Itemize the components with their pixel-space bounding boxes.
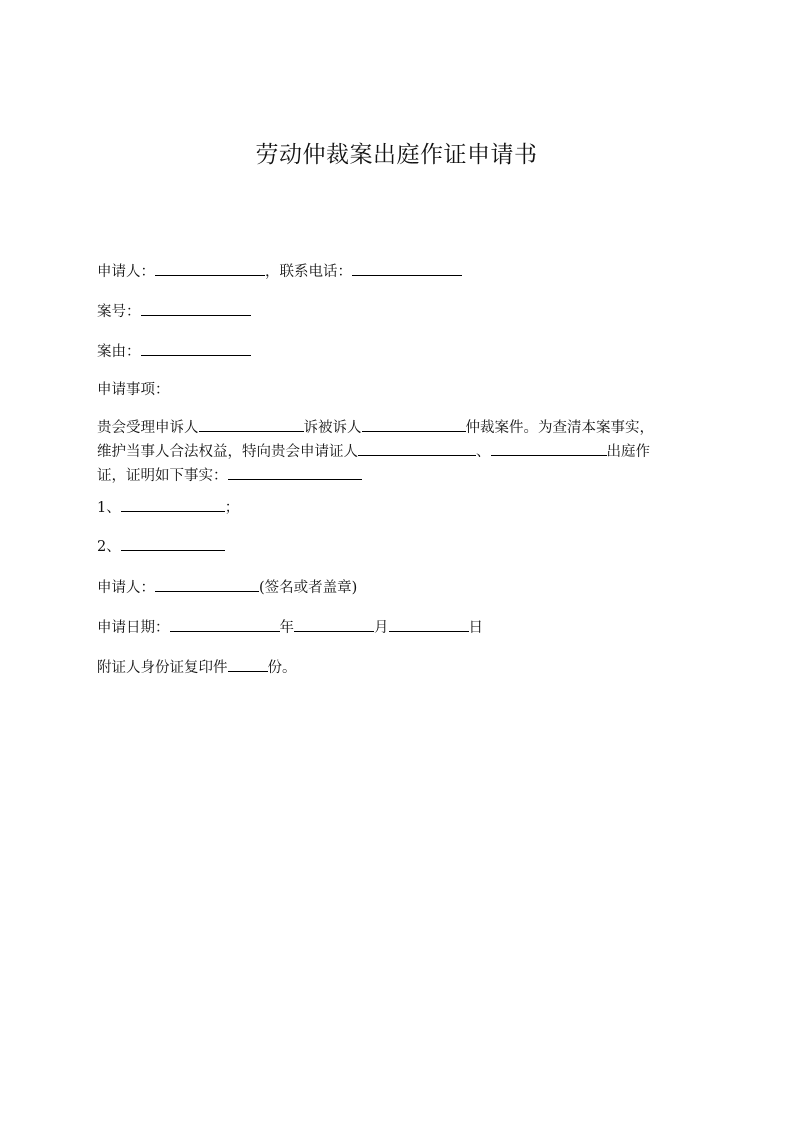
signature-label: 申请人： — [97, 580, 155, 596]
paragraph-line-1 — [97, 416, 697, 440]
document-title: 劳动仲裁案出庭作证申请书 — [255, 142, 538, 168]
case-number-blank[interactable] — [141, 300, 251, 316]
respondent-blank[interactable] — [362, 416, 466, 432]
fact-item-1 — [97, 496, 239, 519]
attachment-row — [97, 656, 297, 679]
case-cause-blank[interactable] — [141, 340, 251, 356]
fact-item-2 — [97, 535, 225, 558]
fact-1-blank[interactable] — [121, 496, 225, 512]
attachment-prefix: 附证人身份证复印件 — [97, 660, 228, 676]
paragraph-text-2b: 、 — [476, 444, 491, 460]
matters-label: 申请事项： — [97, 382, 170, 398]
date-row — [97, 616, 483, 639]
date-label: 申请日期： — [97, 620, 170, 636]
witness-2-blank[interactable] — [491, 440, 607, 456]
paragraph-text-1a: 贵会受理申诉人 — [97, 420, 199, 436]
month-label: 月 — [374, 620, 389, 636]
request-paragraph — [97, 416, 697, 488]
paragraph-text-2c: 出庭作 — [606, 444, 650, 460]
month-blank[interactable] — [294, 616, 374, 632]
paragraph-line-3 — [97, 464, 697, 488]
applicant-label: 申请人： — [97, 264, 155, 280]
matters-row — [97, 379, 170, 401]
paragraph-text-3a: 证，证明如下事实： — [97, 468, 228, 484]
paragraph-text-1b: 诉被诉人 — [303, 420, 362, 436]
phone-label: ，联系电话： — [265, 264, 352, 280]
paragraph-line-2 — [97, 440, 697, 464]
paragraph-text-1c: 仲裁案件。为查清本案事实， — [465, 420, 654, 436]
phone-blank[interactable] — [352, 260, 462, 276]
case-number-label: 案号： — [97, 304, 141, 320]
fact-number: 1、 — [97, 500, 121, 516]
witness-1-blank[interactable] — [358, 440, 476, 456]
fact-suffix: ； — [224, 500, 240, 516]
applicant-row — [97, 260, 462, 283]
applicant-blank[interactable] — [155, 260, 265, 276]
signature-row — [97, 576, 357, 599]
day-blank[interactable] — [389, 616, 469, 632]
attachment-suffix: 份。 — [267, 660, 297, 676]
paragraph-text-2a: 维护当事人合法权益，特向贵会申请证人 — [97, 444, 358, 460]
facts-blank[interactable] — [228, 464, 362, 480]
signature-blank[interactable] — [155, 576, 259, 592]
fact-number: 2、 — [97, 539, 121, 555]
signature-note: (签名或者盖章) — [259, 580, 358, 596]
day-label: 日 — [468, 620, 483, 636]
case-number-row — [97, 300, 251, 323]
fact-2-blank[interactable] — [121, 535, 225, 551]
year-blank[interactable] — [170, 616, 280, 632]
claimant-blank[interactable] — [199, 416, 304, 432]
case-cause-label: 案由： — [97, 344, 141, 360]
year-label: 年 — [279, 620, 294, 636]
case-cause-row — [97, 340, 251, 363]
copies-blank[interactable] — [228, 656, 268, 672]
